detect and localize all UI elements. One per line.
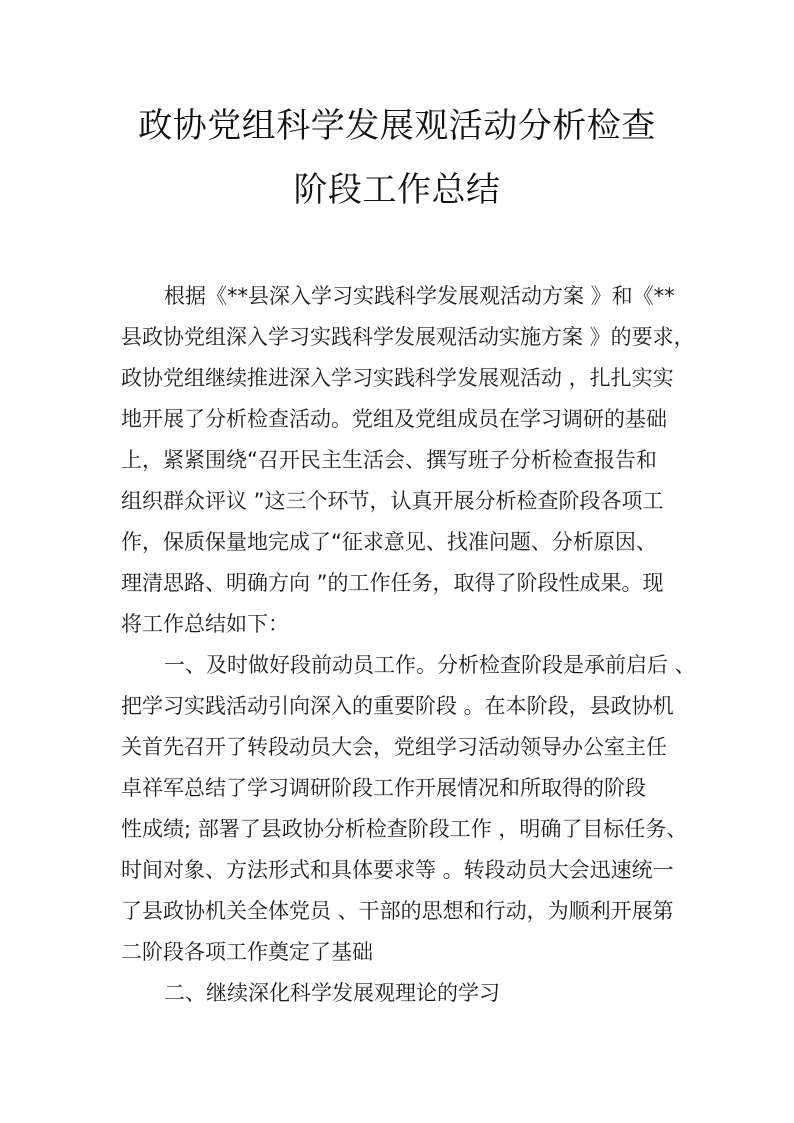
body-line-11: 把学习实践活动引向深入的重要阶段 。在本阶段，县政协机 — [121, 694, 674, 718]
body-line-6: 组织群众评议 ”这三个环节，认真开展分析检查阶段各项工 — [121, 489, 664, 513]
body-line-8: 理清思路、明确方向 ”的工作任务，取得了阶段性成果。现 — [121, 571, 664, 595]
body-line-12: 关首先召开了转段动员大会，党组学习活动领导办公室主任 — [121, 735, 667, 759]
title-line-2: 阶段工作总结 — [293, 170, 501, 210]
body-line-7: 作，保质保量地完成了“征求意见、找准问题、分析原因、 — [121, 530, 657, 554]
body-line-3: 政协党组继续推进深入学习实践科学发展观活动 ，扎扎实实 — [121, 366, 674, 390]
body-line-17: 二阶段各项工作奠定了基础 — [121, 940, 373, 964]
title-line-1: 政协党组科学发展观活动分析检查 — [138, 106, 656, 146]
body-line-14: 性成绩; 部署了县政协分析检查阶段工作 ，明确了目标任务、 — [121, 817, 688, 841]
body-line-10: 一、及时做好段前动员工作。分析检查阶段是承前启后 、 — [164, 653, 696, 677]
body-line-13: 卓祥军总结了学习调研阶段工作开展情况和所取得的阶段 — [121, 776, 646, 800]
body-line-5: 上，紧紧围绕“召开民主生活会、撰写班子分析检查报告和 — [121, 448, 657, 472]
body-line-2: 县政协党组深入学习实践科学发展观活动实施方案 》的要求， — [121, 325, 695, 349]
body-line-18: 二、继续深化科学发展观理论的学习 — [164, 981, 500, 1005]
body-line-16: 了县政协机关全体党员 、干部的思想和行动，为顺利开展第 — [121, 899, 674, 923]
body-line-1: 根据《**县深入学习实践科学发展观活动方案 》和《** — [164, 284, 675, 308]
body-line-9: 将工作总结如下： — [121, 612, 289, 636]
body-line-15: 时间对象、方法形式和具体要求等 。转段动员大会迅速统一 — [121, 858, 674, 882]
body-line-4: 地开展了分析检查活动。党组及党组成员在学习调研的基础 — [121, 407, 667, 431]
